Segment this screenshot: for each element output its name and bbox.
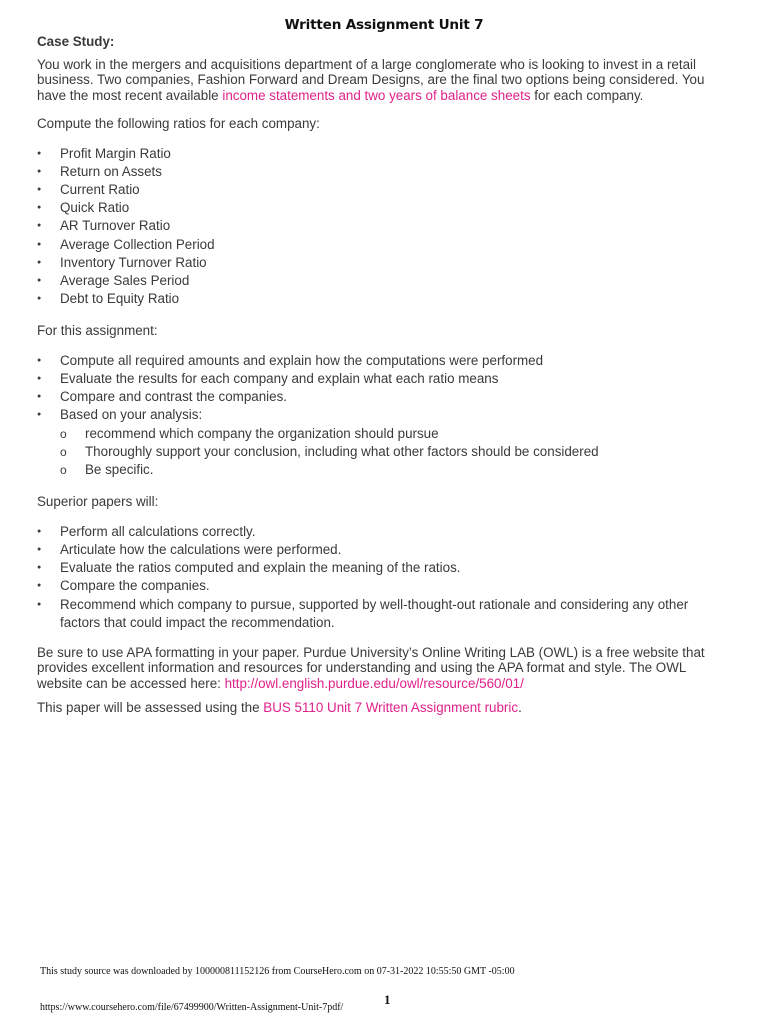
list-item: ● Debt to Equity Ratio [37,290,727,308]
owl-link[interactable]: http://owl.english.purdue.edu/owl/resource/560/01/ [224,675,524,691]
list-item: ● Quick Ratio [37,199,727,217]
document-body [37,34,727,725]
list-item: ● Inventory Turnover Ratio [37,254,727,272]
intro-text-end: for each company. [530,87,644,103]
compute-intro: Compute the following ratios for each company: [37,116,320,131]
statements-link[interactable]: income statements and two years of balance sheets [222,87,531,103]
list-item: ● AR Turnover Ratio [37,217,727,235]
apa-text: Be sure to use APA formatting in your paper. Purdue University’s Online Writing LAB (OWL) is a free website that provides excellent information and resources for understanding and using the APA format and style. The OWL website can be accessed here: [37,644,705,691]
document-title: Written Assignment Unit 7 [284,17,484,33]
page-number: 1 [384,992,391,1007]
apa-paragraph [37,645,727,692]
list-item: ● Evaluate the results for each company and explain what each ratio means [37,370,727,388]
list-item: ● Compute all required amounts and explain how the computations were performed [37,352,727,370]
list-item: ● Evaluate the ratios computed and explain the meaning of the ratios. [37,559,727,577]
list-item: ● Perform all calculations correctly. [37,523,727,541]
case-study-heading: Case Study: [37,34,115,49]
ratios-list [37,145,727,309]
sub-list-item: o Thoroughly support your conclusion, including what other factors should be considered [60,443,727,461]
list-item: ● Current Ratio [37,181,727,199]
rubric-link[interactable]: BUS 5110 Unit 7 Written Assignment rubric [263,700,519,716]
sub-list-item: o Be specific. [60,461,727,479]
superior-list [37,523,727,632]
list-item: ● Return on Assets [37,163,727,181]
list-item: ● Recommend which company to pursue, supported by well-thought-out rationale and considering any other factors that could impact the recommendation. [37,596,727,632]
rubric-text: This paper will be assessed using the [37,700,264,716]
analysis-label: Based on your analysis: [60,407,203,423]
sub-list-item: o recommend which company the organization should pursue [60,425,727,443]
intro-text: You work in the mergers and acquisitions department of a large conglomerate who is looking to invest in a retail business. Two companies, Fashion Forward and Dream Designs, are the final two options being considered. You have the most recent available [37,56,705,103]
assignment-list [37,352,727,479]
list-item: ● Average Collection Period [37,236,727,254]
intro-paragraph [37,57,727,104]
superior-intro: Superior papers will: [37,494,159,510]
rubric-paragraph [37,700,727,716]
list-item: ● Compare and contrast the companies. [37,388,727,406]
list-item: ● Compare the companies. [37,577,727,595]
source-url[interactable]: https://www.coursehero.com/file/67499900/Written-Assignment-Unit-7pdf/ [40,1002,344,1013]
list-item: ● Average Sales Period [37,272,727,290]
list-item: ● Profit Margin Ratio [37,145,727,163]
list-item: ● Articulate how the calculations were performed. [37,541,727,559]
rubric-text-end: . [518,700,522,716]
list-item-analysis [37,406,727,479]
analysis-sublist [60,425,727,480]
assignment-intro: For this assignment: [37,323,158,339]
download-note: This study source was downloaded by 100000811152126 from CourseHero.com on 07-31-2022 10:55:50 GMT -05:00 [40,966,515,977]
